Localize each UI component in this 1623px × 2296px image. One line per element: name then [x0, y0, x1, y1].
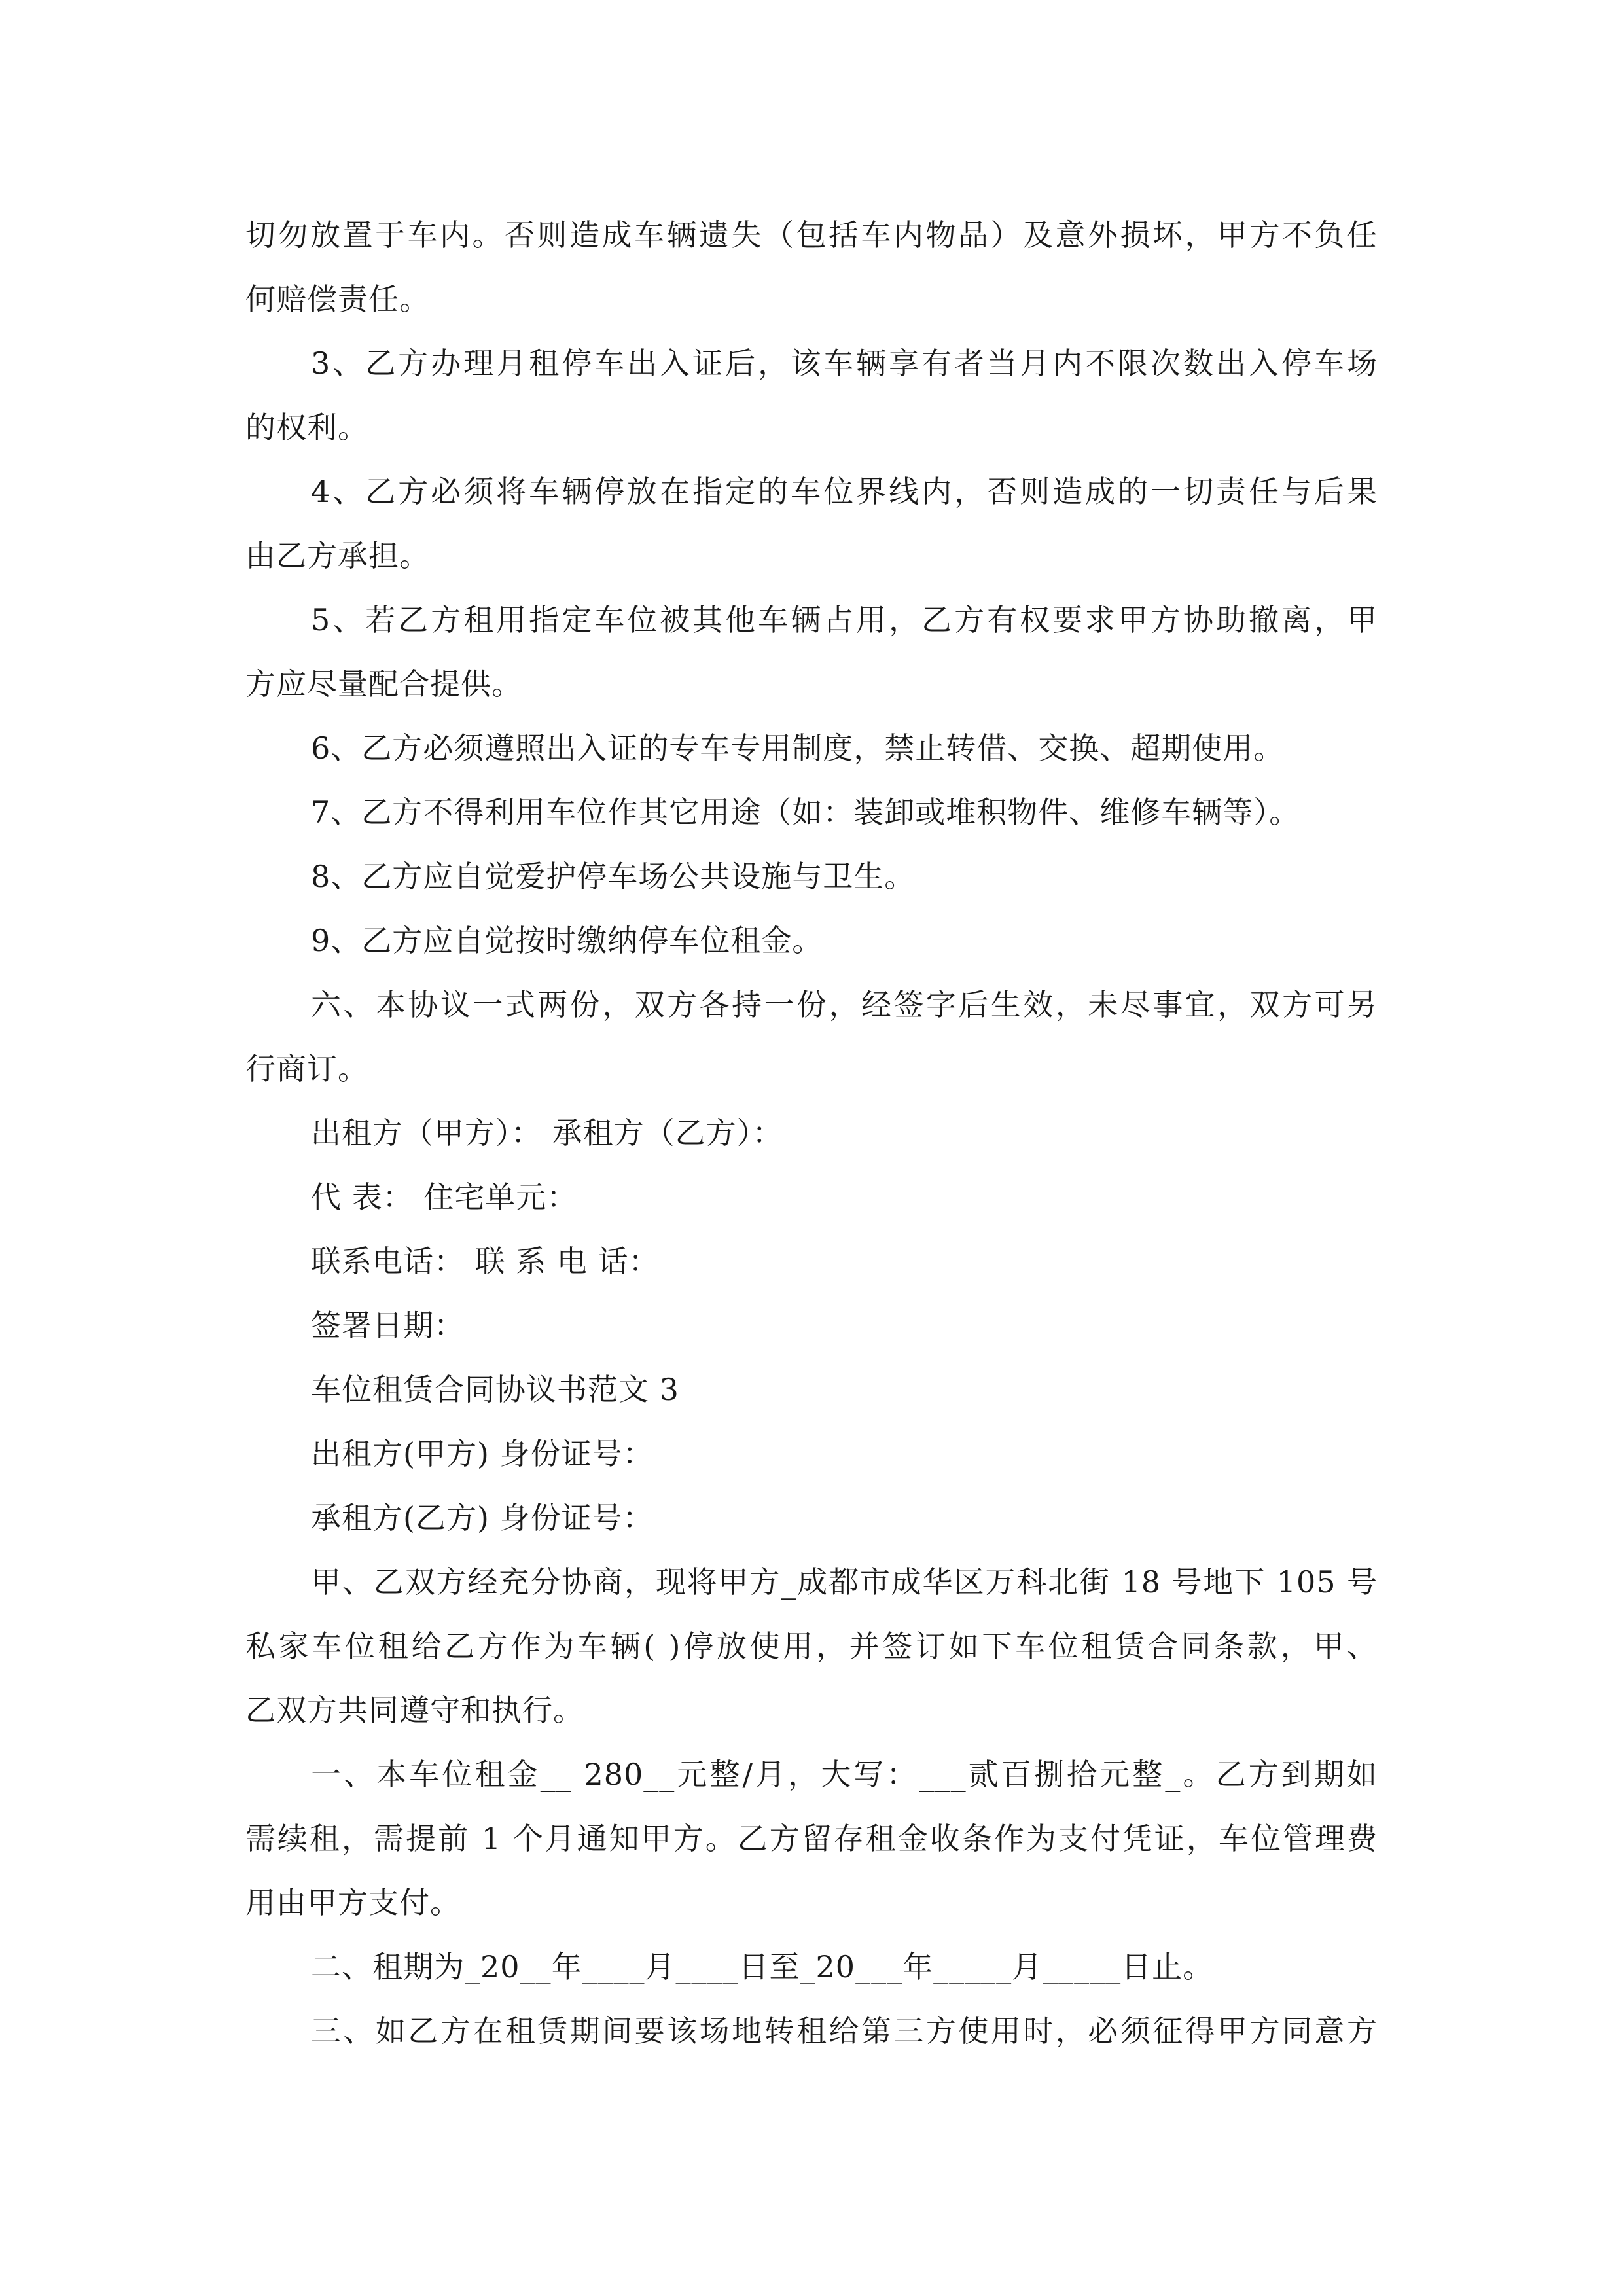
signature-representative: 代 表： 住宅单元： — [311, 1179, 578, 1215]
clause-5-line: 方应尽量配合提供。 — [245, 666, 522, 702]
signature-parties: 出租方（甲方）： 承租方（乙方）： — [311, 1115, 783, 1151]
term-clause-line: 二、租期为_20__年____月____日至_20___年_____月_____日止。 — [311, 1949, 1214, 1984]
sublet-clause-line: 三、如乙方在租赁期间要该场地转租给第三方使用时，必须征得甲方同意方 — [311, 2013, 1378, 2049]
paragraph-line: 何赔偿责任。 — [245, 281, 430, 317]
section-heading: 车位租赁合同协议书范文 3 — [311, 1372, 679, 1407]
clause-3-line: 3、乙方办理月租停车出入证后，该车辆享有者当月内不限次数出入停车场 — [311, 346, 1378, 381]
clause-3-line: 的权利。 — [245, 410, 368, 445]
signature-phone: 联系电话： 联 系 电 话： — [311, 1244, 660, 1279]
clause-9-line: 9、乙方应自觉按时缴纳停车位租金。 — [311, 923, 823, 958]
clause-4-line: 4、乙方必须将车辆停放在指定的车位界线内，否则造成的一切责任与后果 — [311, 474, 1378, 509]
clause-5-line: 5、若乙方租用指定车位被其他车辆占用，乙方有权要求甲方协助撤离，甲 — [311, 602, 1378, 637]
clause-7-line: 7、乙方不得利用车位作其它用途（如：装卸或堆积物件、维修车辆等）。 — [311, 795, 1300, 830]
intro-line: 乙双方共同遵守和执行。 — [245, 1693, 584, 1728]
signature-date: 签署日期： — [311, 1308, 465, 1343]
lessee-id: 承租方(乙方) 身份证号： — [311, 1500, 654, 1535]
section-6-line: 行商订。 — [245, 1051, 368, 1086]
rent-clause-line: 用由甲方支付。 — [245, 1885, 461, 1920]
contract-body — [245, 203, 1378, 2063]
lessor-id: 出租方(甲方) 身份证号： — [311, 1436, 654, 1471]
section-6-line: 六、本协议一式两份，双方各持一份，经签字后生效，未尽事宜，双方可另 — [311, 987, 1378, 1022]
clause-8-line: 8、乙方应自觉爱护停车场公共设施与卫生。 — [311, 859, 916, 894]
intro-line: 私家车位租给乙方作为车辆( )停放使用，并签订如下车位租赁合同条款，甲、 — [245, 1628, 1378, 1664]
clause-4-line: 由乙方承担。 — [245, 538, 430, 573]
rent-clause-line: 一、本车位租金__ 280__元整/月，大写：___贰百捌拾元整_。乙方到期如 — [311, 1757, 1378, 1792]
rent-clause-line: 需续租，需提前 1 个月通知甲方。乙方留存租金收条作为支付凭证，车位管理费 — [245, 1821, 1378, 1856]
intro-line: 甲、乙双方经充分协商，现将甲方_成都市成华区万科北街 18 号地下 105 号 — [311, 1564, 1378, 1600]
paragraph-line: 切勿放置于车内。否则造成车辆遗失（包括车内物品）及意外损坏，甲方不负任 — [245, 217, 1378, 253]
clause-6-line: 6、乙方必须遵照出入证的专车专用制度，禁止转借、交换、超期使用。 — [311, 730, 1285, 766]
